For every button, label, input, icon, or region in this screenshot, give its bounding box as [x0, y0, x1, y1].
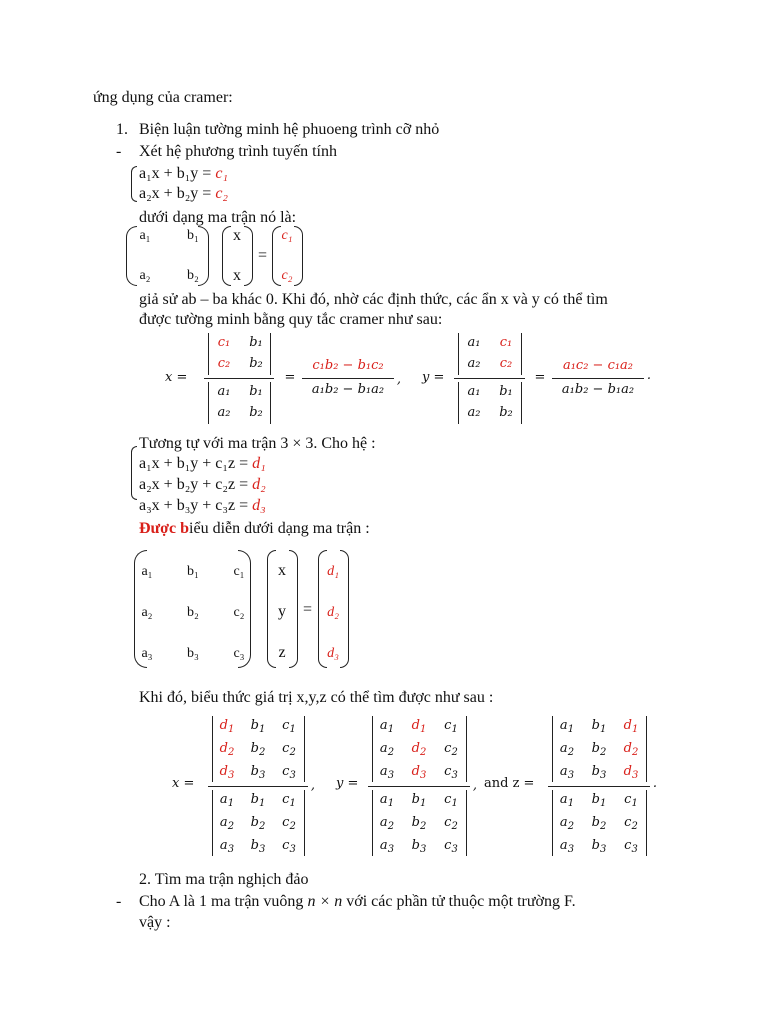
equation-1: [139, 164, 228, 184]
det-entry: $b_3$: [411, 838, 427, 855]
fraction-bar: [548, 786, 650, 787]
det-entry: $d_1$: [623, 718, 639, 735]
period: .: [646, 368, 652, 383]
det-entry: $a_3$: [379, 764, 395, 781]
matrix-cell: c₁: [233, 564, 245, 579]
det-bar: [208, 382, 209, 424]
matrix-caption: dưới dạng ma trận nó là:: [139, 209, 297, 226]
det-entry: $b_1$: [250, 792, 266, 809]
y-label: y =: [422, 370, 445, 385]
vector-x-cell: x: [233, 267, 241, 284]
matrix-cell: a₃: [141, 646, 153, 661]
det-entry: $d_3$: [219, 764, 235, 781]
det-entry: a₁: [467, 335, 481, 350]
det-entry: $d_2$: [411, 741, 427, 758]
bullet-dash: -: [116, 893, 122, 910]
det-entry: b₁: [499, 384, 513, 399]
eq33-rhs: d₃: [252, 497, 266, 514]
det-entry: $a_2$: [379, 815, 395, 832]
det-entry: $d_2$: [219, 741, 235, 758]
det-bar: [466, 716, 467, 782]
x-numerator-text: c₁b₂ − b₁c₂: [312, 358, 384, 373]
matrix-cell: a₂: [141, 605, 153, 620]
y-numerator: [552, 358, 644, 373]
system-brace: [131, 166, 137, 202]
matrix-cell: b₂: [187, 605, 199, 620]
eq32-rhs: d₂: [252, 476, 266, 493]
matrix-cell: a₂: [139, 268, 151, 283]
det-bar: [521, 333, 522, 375]
eq33-left: a₃x + b₃y + c₃z =: [139, 497, 253, 514]
representation-rest: iểu diễn dưới dạng ma trận :: [189, 520, 370, 537]
line1-a: Cho A là 1 ma trận vuông: [139, 893, 308, 910]
det-entry: $d_3$: [623, 764, 639, 781]
det-entry: $b_3$: [250, 764, 266, 781]
line1-math: n × n: [307, 893, 343, 910]
eq2-left: a₂x + b₂y =: [139, 185, 216, 202]
det-bar: [458, 382, 459, 424]
det-entry: $a_2$: [219, 815, 235, 832]
det-entry: $b_2$: [591, 741, 607, 758]
det-entry: $b_1$: [250, 718, 266, 735]
vector-xyz-cell: y: [278, 603, 286, 620]
det-entry: a₁: [467, 384, 481, 399]
det-entry: b₁: [249, 384, 263, 399]
eq1-rhs: c₁: [215, 165, 228, 182]
det-entry: $b_3$: [591, 764, 607, 781]
y-denominator: a₁b₂ − b₁a₂: [561, 382, 635, 397]
det-entry: $d_1$: [219, 718, 235, 735]
equation-3-1: [139, 454, 266, 474]
det-entry: $a_2$: [559, 741, 575, 758]
det-entry: $b_3$: [591, 838, 607, 855]
equation-2: [139, 184, 228, 204]
y-label: y =: [336, 776, 359, 791]
comma: ,: [472, 778, 478, 793]
det-bar: [212, 716, 213, 782]
det-entry: a₂: [467, 356, 481, 371]
det-entry: $c_1$: [444, 718, 458, 735]
det-entry: $c_3$: [282, 838, 296, 855]
equation-3-3: [139, 496, 266, 516]
det-entry: $c_1$: [444, 792, 458, 809]
bullet-dash: -: [116, 143, 122, 160]
section2-heading: 2. Tìm ma trận nghịch đảo: [139, 871, 309, 888]
equals-sign: =: [303, 601, 313, 618]
system-brace: [131, 446, 137, 500]
vector-d-cell: d₃: [327, 646, 339, 661]
det-entry: b₂: [249, 405, 263, 420]
det-bar: [304, 716, 305, 782]
det-entry: $a_1$: [379, 792, 395, 809]
det-entry: a₂: [467, 405, 481, 420]
fraction-bar: [552, 378, 644, 379]
det-entry: $c_3$: [282, 764, 296, 781]
fraction-bar: [204, 378, 274, 379]
fraction-bar: [302, 378, 394, 379]
similar-line: Tương tự với ma trận 3 × 3. Cho hệ :: [139, 435, 376, 452]
khi-do-line: Khi đó, biểu thức giá trị x,y,z có thể tìm được như sau :: [139, 689, 494, 706]
page-title: ứng dụng của cramer:: [93, 89, 233, 106]
det-entry: $c_3$: [444, 838, 458, 855]
equals-sign: =: [284, 370, 296, 385]
det-entry: $c_2$: [444, 741, 458, 758]
det-entry: $c_2$: [444, 815, 458, 832]
det-bar: [466, 790, 467, 856]
matrix-cell: b₂: [187, 268, 199, 283]
representation-red: Được b: [139, 520, 190, 537]
paragraph-line-2: được tường minh bằng quy tắc cramer như sau:: [139, 311, 443, 328]
det-bar: [646, 790, 647, 856]
det-entry: $b_3$: [250, 838, 266, 855]
det-entry: $a_3$: [219, 838, 235, 855]
matrix-cell: a₁: [141, 564, 153, 579]
det-entry: $a_1$: [559, 792, 575, 809]
det-entry: $a_1$: [379, 718, 395, 735]
det-entry: a₂: [217, 405, 231, 420]
vector-x-cell: x: [233, 227, 241, 244]
det-entry: a₁: [217, 384, 231, 399]
fraction-bar: [368, 786, 470, 787]
det-entry: $c_2$: [282, 815, 296, 832]
det-bar: [270, 333, 271, 375]
eq2-rhs: c₂: [215, 185, 228, 202]
det-entry: $a_2$: [559, 815, 575, 832]
comma: ,: [310, 778, 316, 793]
det-entry: $b_2$: [411, 815, 427, 832]
det-entry: $c_3$: [624, 838, 638, 855]
fraction-bar: [454, 378, 525, 379]
det-bar: [212, 790, 213, 856]
vector-d-cell: d₂: [327, 605, 339, 620]
det-entry: b₁: [249, 335, 263, 350]
equals-sign: =: [258, 247, 268, 264]
section2-line-1: [139, 892, 576, 912]
det-entry: $b_2$: [250, 741, 266, 758]
det-bar: [458, 333, 459, 375]
matrix-cell: b₁: [187, 228, 199, 243]
vector-d-cell: d₁: [327, 564, 339, 579]
det-entry: $a_1$: [559, 718, 575, 735]
det-bar: [372, 790, 373, 856]
det-entry: c₂: [217, 356, 231, 371]
vector-xyz-cell: x: [278, 562, 286, 579]
matrix-cell: c₂: [233, 605, 245, 620]
det-entry: $c_3$: [444, 764, 458, 781]
det-entry: $a_3$: [379, 838, 395, 855]
matrix-cell: b₃: [187, 646, 199, 661]
det-entry: $b_1$: [591, 792, 607, 809]
eq32-left: a₂x + b₂y + c₂z =: [139, 476, 253, 493]
section1-number: 1.: [116, 121, 128, 138]
det-entry: $d_2$: [623, 741, 639, 758]
eq31-rhs: d₁: [252, 455, 266, 472]
det-entry: $c_1$: [282, 718, 296, 735]
det-entry: $b_1$: [591, 718, 607, 735]
det-entry: $c_1$: [282, 792, 296, 809]
det-entry: $b_1$: [411, 792, 427, 809]
det-entry: $d_1$: [411, 718, 427, 735]
det-bar: [521, 382, 522, 424]
eq31-left: a₁x + b₁y + c₁z =: [139, 455, 253, 472]
det-bar: [270, 382, 271, 424]
det-bar: [372, 716, 373, 782]
intro-text: Xét hệ phương trình tuyến tính: [139, 143, 337, 160]
paragraph-line-1: giả sử ab – ba khác 0. Khi đó, nhờ các định thức, các ẩn x và y có thể tìm: [139, 291, 608, 308]
det-entry: c₁: [499, 335, 513, 350]
matrix-cell: c₃: [233, 646, 245, 661]
det-bar: [552, 716, 553, 782]
x-numerator: [302, 358, 394, 373]
det-entry: $b_2$: [250, 815, 266, 832]
det-entry: $a_2$: [379, 741, 395, 758]
det-entry: c₂: [499, 356, 513, 371]
matrix-cell: b₁: [187, 564, 199, 579]
section1-heading: Biện luận tường minh hệ phuoeng trình cỡ nhỏ: [139, 121, 440, 138]
det-entry: $c_2$: [282, 741, 296, 758]
det-entry: $a_3$: [559, 764, 575, 781]
comma: ,: [396, 372, 402, 387]
det-entry: b₂: [249, 356, 263, 371]
det-bar: [304, 790, 305, 856]
period: .: [652, 776, 658, 791]
representation-line: [139, 519, 370, 539]
det-entry: $a_3$: [559, 838, 575, 855]
y-numerator-text: a₁c₂ − c₁a₂: [562, 358, 634, 373]
det-entry: b₂: [499, 405, 513, 420]
equation-3-2: [139, 475, 266, 495]
det-entry: $c_1$: [624, 792, 638, 809]
det-entry: $d_3$: [411, 764, 427, 781]
vector-c-cell: c₁: [281, 228, 293, 243]
det-bar: [552, 790, 553, 856]
det-entry: $a_1$: [219, 792, 235, 809]
det-entry: $c_2$: [624, 815, 638, 832]
x-label: x =: [172, 776, 195, 791]
equals-sign: =: [534, 370, 546, 385]
fraction-bar: [208, 786, 308, 787]
det-entry: $b_2$: [591, 815, 607, 832]
det-entry: c₁: [217, 335, 231, 350]
det-bar: [208, 333, 209, 375]
vector-c-cell: c₂: [281, 268, 293, 283]
and-z-label: and z =: [484, 776, 535, 791]
line1-b: với các phần tử thuộc một trường F.: [342, 893, 576, 910]
vector-xyz-cell: z: [278, 644, 286, 661]
eq1-left: a₁x + b₁y =: [139, 165, 216, 182]
matrix-cell: a₁: [139, 228, 151, 243]
section2-line-2: vậy :: [139, 914, 171, 931]
x-denominator: a₁b₂ − b₁a₂: [311, 382, 385, 397]
det-bar: [646, 716, 647, 782]
x-label: x =: [165, 370, 188, 385]
